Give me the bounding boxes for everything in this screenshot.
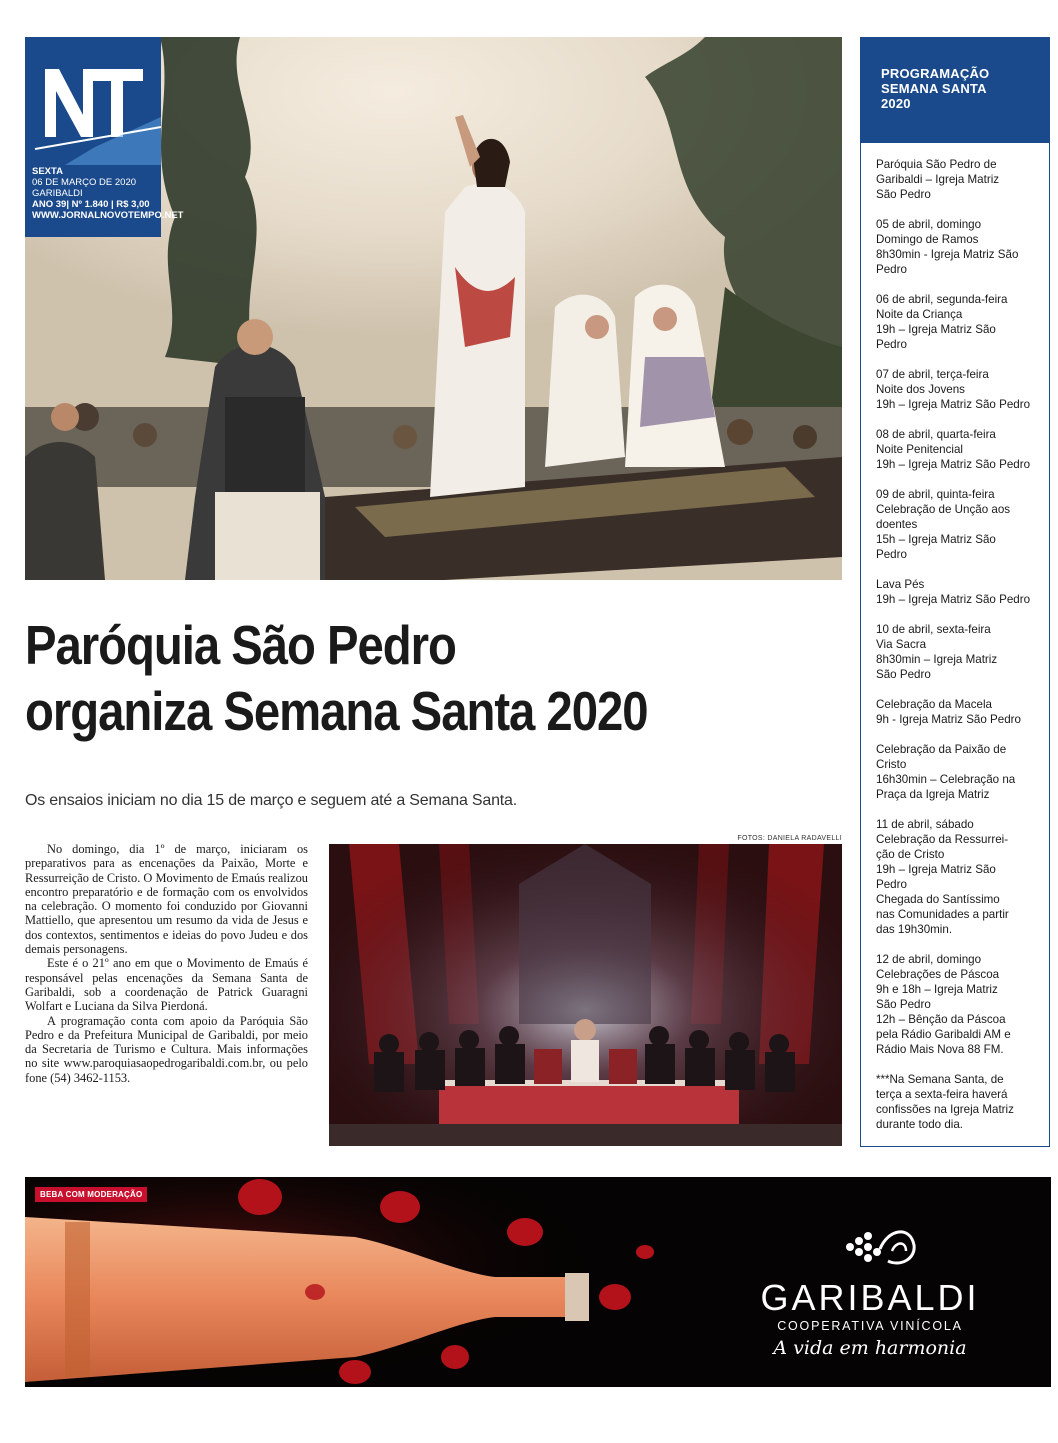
schedule-list	[861, 143, 1049, 1132]
article-paragraph: A programação conta com apoio da Paróquia São Pedro e da Prefeitura Municipal de Garibaldi, por meio da Secretaria de Turismo e Cultura. Mais informações no site www.paroquiasaopedrogaribaldi.com.br, ou pelo fone (54) 3462-1153.	[25, 1013, 308, 1085]
schedule-line: durante todo dia.	[876, 1118, 964, 1131]
moderation-warning: BEBA COM MODERAÇÃO	[35, 1187, 147, 1202]
schedule-line: 15h – Igreja Matriz São	[876, 533, 996, 546]
schedule-entry	[876, 952, 1039, 1057]
schedule-line: 11 de abril, sábado	[876, 818, 974, 831]
schedule-line: 08 de abril, quarta-feira	[876, 428, 996, 441]
schedule-line: 9h e 18h – Igreja Matriz	[876, 983, 998, 996]
masthead	[25, 37, 184, 237]
photo-credit: FOTOS: DANIELA RADAVELLI	[737, 835, 842, 842]
brand-tagline: A vida em harmonia	[773, 1337, 967, 1359]
schedule-line: 09 de abril, quinta-feira	[876, 488, 995, 501]
last-supper-photo	[329, 844, 842, 1146]
schedule-line: São Pedro	[876, 668, 931, 681]
schedule-line: 9h - Igreja Matriz São Pedro	[876, 713, 1021, 726]
newspaper-logo	[25, 37, 161, 165]
schedule-line: Celebração da Ressurrei-	[876, 833, 1009, 846]
schedule-entry	[876, 697, 1039, 727]
schedule-line: Noite Penitencial	[876, 443, 964, 456]
schedule-line: Garibaldi – Igreja Matriz	[876, 173, 1000, 186]
website-link[interactable]: WWW.JORNALNOVOTEMPO.NET	[32, 210, 184, 221]
schedule-entry	[876, 622, 1039, 682]
schedule-line: Rádio Mais Nova 88 FM.	[876, 1043, 1004, 1056]
schedule-line: Noite da Criança	[876, 308, 963, 321]
schedule-line: 10 de abril, sexta-feira	[876, 623, 991, 636]
schedule-line: Chegada do Santíssimo	[876, 893, 1000, 906]
edition-city: GARIBALDI	[32, 188, 83, 199]
brand-subtitle: COOPERATIVA VINÍCOLA	[777, 1319, 963, 1333]
schedule-line: 19h – Igreja Matriz São	[876, 323, 996, 336]
headline-line: Paróquia São Pedro	[25, 614, 456, 676]
schedule-line: 8h30min – Igreja Matriz	[876, 653, 998, 666]
schedule-line: ***Na Semana Santa, de	[876, 1073, 1004, 1086]
brand-block	[740, 1279, 1000, 1359]
edition-date: 06 DE MARÇO DE 2020	[32, 177, 137, 188]
schedule-line: Pedro	[876, 548, 907, 561]
edition-number: ANO 39| Nº 1.840 | R$ 3,00	[32, 199, 150, 210]
schedule-line: São Pedro	[876, 188, 931, 201]
schedule-line: Celebração da Macela	[876, 698, 993, 711]
schedule-line: Celebrações de Páscoa	[876, 968, 1000, 981]
schedule-line: confissões na Igreja Matriz	[876, 1103, 1014, 1116]
subheadline: Os ensaios iniciam no dia 15 de março e seguem até a Semana Santa.	[25, 792, 517, 809]
sidebar-title-line: PROGRAMAÇÃO	[881, 66, 990, 81]
sidebar-title	[861, 38, 1049, 143]
schedule-entry	[876, 157, 1039, 202]
schedule-line: Celebração da Paixão de	[876, 743, 1007, 756]
edition-day: SEXTA	[32, 166, 63, 177]
schedule-line: Pedro	[876, 263, 907, 276]
schedule-line: 16h30min – Celebração na	[876, 773, 1016, 786]
schedule-line: São Pedro	[876, 998, 931, 1011]
schedule-line: 05 de abril, domingo	[876, 218, 982, 231]
schedule-line: Noite dos Jovens	[876, 383, 965, 396]
article-body	[25, 842, 308, 1085]
schedule-line: 19h – Igreja Matriz São Pedro	[876, 458, 1031, 471]
schedule-line: Pedro	[876, 878, 907, 891]
brand-name: GARIBALDI	[760, 1277, 980, 1318]
schedule-entry	[876, 292, 1039, 352]
schedule-line: das 19h30min.	[876, 923, 953, 936]
schedule-entry	[876, 217, 1039, 277]
schedule-line: Praça da Igreja Matriz	[876, 788, 990, 801]
schedule-entry	[876, 487, 1039, 562]
schedule-line: 8h30min - Igreja Matriz São	[876, 248, 1019, 261]
article-paragraph: No domingo, dia 1º de março, iniciaram os preparativos para as encenações da Paixão, Morte e Ressurreição de Cristo. O Movimento de Emaús realizou encontro preparatório e de formação com os envolvidos na celebração. O momento foi conduzido por Giovanni Mattiello, que apresentou um resumo da vida de Jesus e dos contextos, sentimentos e ideias do povo Judeu e dos demais personagens.	[25, 842, 308, 957]
article-paragraph: Este é o 21º ano em que o Movimento de Emaús é responsável pelas encenações da Semana Santa de Garibaldi, sob a coordenação de Patrick Guaragni Wolfart e Luciana da Silva Pierdoná.	[25, 956, 308, 1014]
schedule-line: Cristo	[876, 758, 907, 771]
schedule-line: ção de Cristo	[876, 848, 945, 861]
schedule-line: 19h – Igreja Matriz São Pedro	[876, 593, 1031, 606]
sidebar-title-line: SEMANA SANTA	[881, 81, 987, 96]
headline	[25, 612, 730, 744]
schedule-line: 19h – Igreja Matriz São Pedro	[876, 398, 1031, 411]
schedule-entry	[876, 1072, 1039, 1132]
schedule-line: Celebração de Unção aos	[876, 503, 1011, 516]
schedule-line: 07 de abril, terça-feira	[876, 368, 989, 381]
schedule-entry	[876, 427, 1039, 472]
schedule-entry	[876, 577, 1039, 607]
schedule-entry	[876, 817, 1039, 937]
schedule-entry	[876, 742, 1039, 802]
sidebar-title-line: 2020	[881, 96, 911, 111]
last-supper-scene	[329, 844, 842, 1146]
schedule-line: terça a sexta-feira haverá	[876, 1088, 1008, 1101]
schedule-line: 12h – Bênção da Páscoa	[876, 1013, 1006, 1026]
schedule-line: Paróquia São Pedro de	[876, 158, 997, 171]
schedule-line: 12 de abril, domingo	[876, 953, 982, 966]
schedule-line: pela Rádio Garibaldi AM e	[876, 1028, 1011, 1041]
schedule-line: doentes	[876, 518, 918, 531]
schedule-line: nas Comunidades a partir	[876, 908, 1009, 921]
schedule-line: Pedro	[876, 338, 907, 351]
schedule-entry	[876, 367, 1039, 412]
schedule-line: 06 de abril, segunda-feira	[876, 293, 1008, 306]
schedule-line: Via Sacra	[876, 638, 927, 651]
schedule-line: 19h – Igreja Matriz São	[876, 863, 996, 876]
schedule-sidebar	[860, 37, 1050, 1147]
schedule-line: Lava Pés	[876, 578, 925, 591]
wine-advertisement[interactable]	[25, 1177, 1051, 1387]
headline-line: organiza Semana Santa 2020	[25, 680, 648, 742]
schedule-line: Domingo de Ramos	[876, 233, 979, 246]
grapes-logo-icon	[840, 1219, 920, 1275]
